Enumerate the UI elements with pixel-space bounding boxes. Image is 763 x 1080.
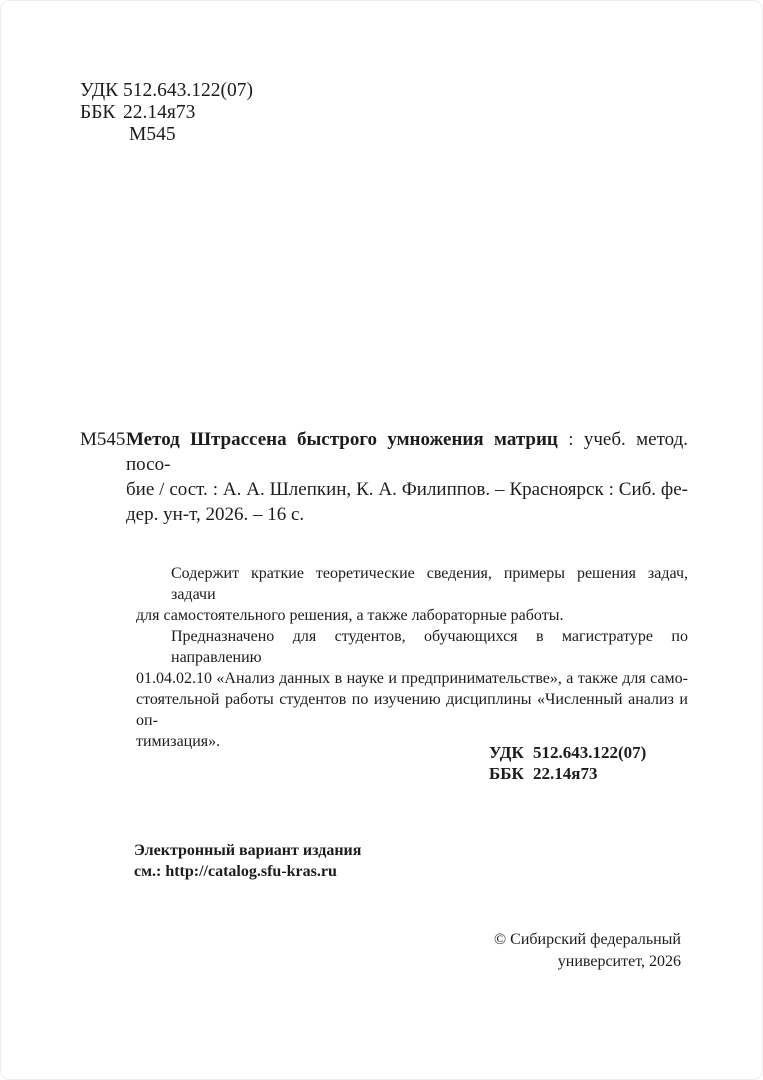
bbk-label: ББК <box>80 102 116 123</box>
bbk-code-row <box>80 102 253 124</box>
bibliographic-entry <box>80 427 688 527</box>
udk-value: 512.643.122(07) <box>123 80 253 101</box>
bottom-bbk-value: 22.14я73 <box>533 764 598 783</box>
electronic-edition-note <box>134 840 361 882</box>
entry-line-1 <box>126 427 688 477</box>
top-classification-codes <box>80 80 253 146</box>
author-sign: М545 <box>129 124 176 145</box>
copyright-notice <box>381 929 681 973</box>
entry-line-2: бие / сост. : А. А. Шлепкин, К. А. Филиппов. – Красноярск : Сиб. фе- <box>126 479 688 500</box>
entry-author-sign: М545 <box>80 429 126 450</box>
udk-label: УДК <box>80 80 119 101</box>
annotation-para2-line1: Предназначено для студентов, обучающихся в магистратуре по направлению <box>171 628 688 666</box>
annotation-para2-line3: стоятельной работы студентов по изучению дисциплины «Численный анализ и оп- <box>136 691 688 729</box>
annotation-para1-line2: для самостоятельного решения, а также лабораторные работы. <box>136 607 564 624</box>
bottom-udk-value: 512.643.122(07) <box>533 743 647 762</box>
udk-code-row <box>80 80 253 102</box>
bottom-classification-codes <box>489 742 646 784</box>
e-edition-url: см.: http://catalog.sfu-kras.ru <box>134 863 337 880</box>
bbk-value: 22.14я73 <box>123 102 196 123</box>
copyright-line2: университет, 2026 <box>557 953 681 970</box>
bottom-bbk-row <box>489 763 646 784</box>
entry-line-3: дер. ун-т, 2026. – 16 с. <box>126 504 305 525</box>
copyright-line1: © Сибирский федеральный <box>494 931 681 948</box>
annotation <box>136 563 688 752</box>
annotation-para1-line1: Содержит краткие теоретические сведения, примеры решения задач, задачи <box>171 565 688 603</box>
e-edition-title: Электронный вариант издания <box>134 842 362 859</box>
entry-subtitle: : учеб. метод. посо- <box>126 429 688 475</box>
bottom-bbk-label: ББК <box>489 764 524 783</box>
annotation-para2-line4: тимизация». <box>136 733 221 750</box>
entry-title: Метод Штрассена быстрого умножения матриц <box>126 429 558 450</box>
bottom-udk-label: УДК <box>489 743 524 762</box>
annotation-para2-line2: 01.04.02.10 «Анализ данных в науке и предпринимательстве», а также для само- <box>136 670 688 687</box>
bottom-udk-row <box>489 742 646 763</box>
